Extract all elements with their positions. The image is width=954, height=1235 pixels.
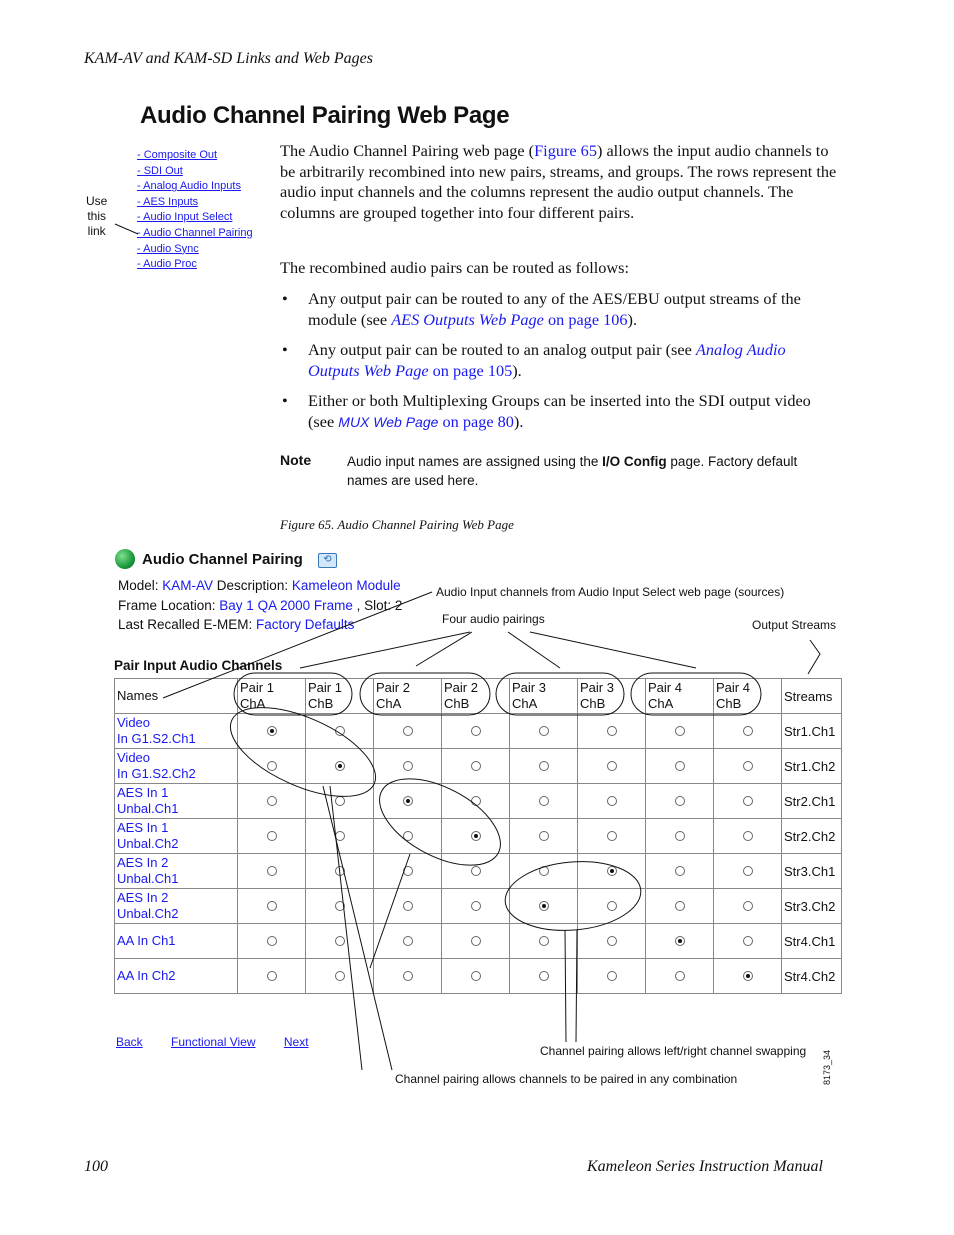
grid-header-row: [115, 679, 842, 714]
radio-cell: [510, 714, 578, 749]
channel-radio[interactable]: [743, 901, 753, 911]
radio-cell: [442, 889, 510, 924]
side-link: [137, 195, 253, 211]
radio-cell: [238, 749, 306, 784]
radio-cell: [714, 819, 782, 854]
callout-output-streams: Output Streams: [752, 618, 837, 632]
table-row: [115, 714, 842, 749]
radio-cell: [510, 784, 578, 819]
radio-cell: [714, 889, 782, 924]
channel-radio[interactable]: [607, 971, 617, 981]
radio-cell: [442, 819, 510, 854]
channel-radio[interactable]: [539, 866, 549, 876]
radio-cell: [578, 959, 646, 994]
channel-radio[interactable]: [539, 901, 549, 911]
stream-name: Str1.Ch1: [782, 714, 842, 749]
col-header: Pair 1 ChA: [238, 679, 306, 714]
radio-cell: [646, 819, 714, 854]
col-header: Pair 2 ChB: [442, 679, 510, 714]
channel-radio[interactable]: [743, 866, 753, 876]
figure-nav: [116, 1035, 334, 1049]
channel-radio[interactable]: [403, 796, 413, 806]
radio-cell: [646, 749, 714, 784]
radio-cell: [646, 714, 714, 749]
radio-cell: [306, 819, 374, 854]
radio-cell: [374, 784, 442, 819]
radio-cell: [442, 959, 510, 994]
channel-radio[interactable]: [539, 831, 549, 841]
back-link[interactable]: Back: [116, 1035, 143, 1049]
channel-radio[interactable]: [675, 726, 685, 736]
stream-name: Str3.Ch2: [782, 889, 842, 924]
channel-radio[interactable]: [335, 796, 345, 806]
col-header: Pair 4 ChB: [714, 679, 782, 714]
radio-cell: [510, 959, 578, 994]
figure-id: 8173_34: [822, 1049, 832, 1085]
col-names-header: Names: [115, 679, 238, 714]
input-channel-name: AES In 1 Unbal.Ch2: [115, 819, 238, 854]
radio-cell: [374, 889, 442, 924]
stream-name: Str3.Ch1: [782, 854, 842, 889]
radio-cell: [238, 959, 306, 994]
channel-radio[interactable]: [675, 901, 685, 911]
channel-radio[interactable]: [675, 936, 685, 946]
channel-radio[interactable]: [267, 761, 277, 771]
radio-cell: [238, 714, 306, 749]
col-header: Pair 2 ChA: [374, 679, 442, 714]
side-link-audio-sync[interactable]: - Audio Sync: [137, 242, 199, 255]
side-link-list: [137, 148, 253, 273]
side-link: [137, 179, 253, 195]
bullet-list: [280, 289, 840, 442]
bullet-item: • Either or both Multiplexing Groups can be inserted into the SDI output video (see MUX Web Page on page 80).: [282, 391, 811, 431]
input-channel-name: Video In G1.S2.Ch1: [115, 714, 238, 749]
channel-radio[interactable]: [471, 796, 481, 806]
channel-radio[interactable]: [743, 761, 753, 771]
radio-cell: [714, 784, 782, 819]
module-status-icon: [115, 549, 135, 569]
input-channel-name: Video In G1.S2.Ch2: [115, 749, 238, 784]
input-channel-name: AES In 1 Unbal.Ch1: [115, 784, 238, 819]
side-link: [137, 148, 253, 164]
channel-radio[interactable]: [335, 936, 345, 946]
channel-radio[interactable]: [335, 726, 345, 736]
radio-cell: [646, 784, 714, 819]
radio-cell: [306, 854, 374, 889]
col-header: Pair 1 ChB: [306, 679, 374, 714]
channel-radio[interactable]: [743, 796, 753, 806]
use-this-link-callout: Use this link: [86, 194, 108, 238]
channel-radio[interactable]: [675, 866, 685, 876]
channel-radio[interactable]: [471, 831, 481, 841]
channel-radio[interactable]: [675, 761, 685, 771]
channel-radio[interactable]: [743, 831, 753, 841]
intro-paragraph: The Audio Channel Pairing web page (Figure 65) allows the input audio channels to be arbitrarily recombined into new pairs, streams, and groups. The rows represent the audio input channels and the columns represent the audio output channels. The columns are grouped together into four different pairs.: [280, 141, 837, 222]
stream-name: Str2.Ch2: [782, 819, 842, 854]
note-text: Audio input names are assigned using the I/O Config page. Factory default names are used here.: [347, 454, 798, 488]
channel-radio[interactable]: [267, 796, 277, 806]
radio-cell: [714, 959, 782, 994]
stream-name: Str4.Ch2: [782, 959, 842, 994]
side-link: [137, 226, 253, 242]
channel-radio[interactable]: [607, 796, 617, 806]
radio-cell: [238, 854, 306, 889]
figure-link[interactable]: Figure 65: [534, 141, 597, 160]
xref-link[interactable]: MUX Web Page on page 80: [338, 411, 514, 431]
bullet-item: • Any output pair can be routed to any of the AES/EBU output streams of the module (see AES Outputs Web Page on page 106).: [282, 289, 801, 329]
channel-radio[interactable]: [539, 971, 549, 981]
pairing-grid: [114, 678, 842, 994]
side-link-audio-proc[interactable]: - Audio Proc: [137, 258, 197, 271]
footer-title: Kameleon Series Instruction Manual: [587, 1158, 823, 1175]
note-label: Note: [280, 452, 312, 468]
radio-cell: [306, 924, 374, 959]
channel-radio[interactable]: [267, 936, 277, 946]
col-streams-header: Streams: [782, 679, 842, 714]
radio-cell: [238, 889, 306, 924]
radio-cell: [374, 959, 442, 994]
side-link-audio-channel-pairing[interactable]: - Audio Channel Pairing: [137, 226, 253, 239]
channel-radio[interactable]: [267, 831, 277, 841]
radio-cell: [374, 924, 442, 959]
xref-link[interactable]: AES Outputs Web Page on page 106: [391, 309, 628, 329]
module-info: Model: KAM-AV Description: Kameleon Module Frame Location: Bay 1 QA 2000 Frame , Slot: 2 Last Recalled E-MEM: Factory Defaults: [118, 578, 403, 632]
radio-cell: [578, 924, 646, 959]
channel-radio[interactable]: [403, 901, 413, 911]
side-link: [137, 242, 253, 258]
radio-cell: [306, 749, 374, 784]
side-link-sdi-out[interactable]: - SDI Out: [137, 164, 183, 177]
table-row: [115, 784, 842, 819]
table-row: [115, 854, 842, 889]
col-header: Pair 4 ChA: [646, 679, 714, 714]
callout-swap: Channel pairing allows left/right channel swapping: [540, 1044, 807, 1058]
figure-caption: Figure 65. Audio Channel Pairing Web Page: [280, 517, 514, 532]
figure-title: Audio Channel Pairing: [142, 551, 303, 568]
channel-radio[interactable]: [471, 901, 481, 911]
channel-radio[interactable]: [607, 726, 617, 736]
radio-cell: [374, 819, 442, 854]
side-link-aes-inputs[interactable]: - AES Inputs: [137, 195, 199, 208]
side-link-audio-input-select[interactable]: - Audio Input Select: [137, 211, 233, 224]
radio-cell: [442, 924, 510, 959]
table-row: [115, 819, 842, 854]
channel-radio[interactable]: [471, 726, 481, 736]
radio-cell: [578, 889, 646, 924]
stream-name: Str1.Ch2: [782, 749, 842, 784]
col-header: Pair 3 ChB: [578, 679, 646, 714]
channel-radio[interactable]: [403, 971, 413, 981]
input-channel-name: AES In 2 Unbal.Ch1: [115, 854, 238, 889]
input-channel-name: AA In Ch2: [115, 959, 238, 994]
side-link: [137, 164, 253, 180]
radio-cell: [374, 714, 442, 749]
channel-radio[interactable]: [743, 936, 753, 946]
channel-radio[interactable]: [335, 901, 345, 911]
radio-cell: [646, 854, 714, 889]
radio-cell: [306, 714, 374, 749]
radio-cell: [714, 714, 782, 749]
channel-radio[interactable]: [607, 936, 617, 946]
channel-radio[interactable]: [403, 936, 413, 946]
radio-cell: [510, 889, 578, 924]
callout-sources: Audio Input channels from Audio Input Select web page (sources): [436, 585, 785, 599]
channel-radio[interactable]: [335, 971, 345, 981]
radio-cell: [578, 819, 646, 854]
radio-cell: [646, 889, 714, 924]
radio-cell: [374, 854, 442, 889]
channel-radio[interactable]: [403, 831, 413, 841]
channel-radio[interactable]: [607, 901, 617, 911]
channel-radio[interactable]: [267, 901, 277, 911]
channel-radio[interactable]: [607, 761, 617, 771]
channel-radio[interactable]: [471, 936, 481, 946]
radio-cell: [714, 854, 782, 889]
radio-cell: [646, 959, 714, 994]
radio-cell: [510, 819, 578, 854]
radio-cell: [306, 784, 374, 819]
channel-radio[interactable]: [471, 866, 481, 876]
bullet-item: • Any output pair can be routed to an analog output pair (see Analog Audio Outputs Web Page on page 105).: [282, 340, 786, 380]
channel-radio[interactable]: [335, 866, 345, 876]
channel-radio[interactable]: [675, 831, 685, 841]
functional-view-link[interactable]: Functional View: [171, 1035, 256, 1049]
radio-cell: [442, 714, 510, 749]
channel-radio[interactable]: [403, 726, 413, 736]
radio-cell: [306, 959, 374, 994]
table-row: [115, 749, 842, 784]
table-row: [115, 959, 842, 994]
side-link: [137, 210, 253, 226]
radio-cell: [714, 749, 782, 784]
radio-cell: [374, 749, 442, 784]
refresh-icon[interactable]: ⟲: [318, 553, 337, 568]
radio-cell: [646, 924, 714, 959]
callout-any-combination: Channel pairing allows channels to be paired in any combination: [395, 1072, 738, 1086]
input-channel-name: AES In 2 Unbal.Ch2: [115, 889, 238, 924]
radio-cell: [510, 854, 578, 889]
channel-radio[interactable]: [267, 971, 277, 981]
stream-name: Str4.Ch1: [782, 924, 842, 959]
side-link: [137, 257, 253, 273]
next-link[interactable]: Next: [283, 1035, 309, 1049]
table-row: [115, 924, 842, 959]
channel-radio[interactable]: [403, 761, 413, 771]
radio-cell: [238, 924, 306, 959]
channel-radio[interactable]: [743, 971, 753, 981]
channel-radio[interactable]: [675, 796, 685, 806]
stream-name: Str2.Ch1: [782, 784, 842, 819]
radio-cell: [442, 784, 510, 819]
section-title: Audio Channel Pairing Web Page: [140, 102, 510, 129]
radio-cell: [442, 749, 510, 784]
radio-cell: [578, 749, 646, 784]
radio-cell: [442, 854, 510, 889]
radio-cell: [578, 784, 646, 819]
page-number: 100: [84, 1158, 108, 1175]
channel-radio[interactable]: [471, 971, 481, 981]
side-link-analog-audio-inputs[interactable]: - Analog Audio Inputs: [137, 180, 241, 193]
radio-cell: [238, 784, 306, 819]
channel-radio[interactable]: [539, 726, 549, 736]
channel-radio[interactable]: [607, 866, 617, 876]
radio-cell: [714, 924, 782, 959]
channel-radio[interactable]: [743, 726, 753, 736]
channel-radio[interactable]: [471, 761, 481, 771]
routing-paragraph: The recombined audio pairs can be routed as follows:: [280, 258, 630, 277]
channel-radio[interactable]: [267, 726, 277, 736]
callout-four-pairings: Four audio pairings: [442, 612, 545, 626]
channel-radio[interactable]: [335, 761, 345, 771]
radio-cell: [510, 924, 578, 959]
xref-link[interactable]: Analog Audio Outputs Web Page on page 105: [308, 340, 786, 380]
channel-radio[interactable]: [539, 936, 549, 946]
channel-radio[interactable]: [539, 761, 549, 771]
radio-cell: [578, 854, 646, 889]
radio-cell: [510, 749, 578, 784]
channel-radio[interactable]: [539, 796, 549, 806]
running-header: KAM-AV and KAM-SD Links and Web Pages: [84, 50, 373, 67]
channel-radio[interactable]: [267, 866, 277, 876]
radio-cell: [238, 819, 306, 854]
channel-radio[interactable]: [607, 831, 617, 841]
col-header: Pair 3 ChA: [510, 679, 578, 714]
channel-radio[interactable]: [335, 831, 345, 841]
radio-cell: [578, 714, 646, 749]
channel-radio[interactable]: [675, 971, 685, 981]
radio-cell: [306, 889, 374, 924]
side-link-composite-out[interactable]: - Composite Out: [137, 149, 218, 161]
table-row: [115, 889, 842, 924]
channel-radio[interactable]: [403, 866, 413, 876]
pair-table-label: Pair Input Audio Channels: [114, 658, 283, 673]
input-channel-name: AA In Ch1: [115, 924, 238, 959]
